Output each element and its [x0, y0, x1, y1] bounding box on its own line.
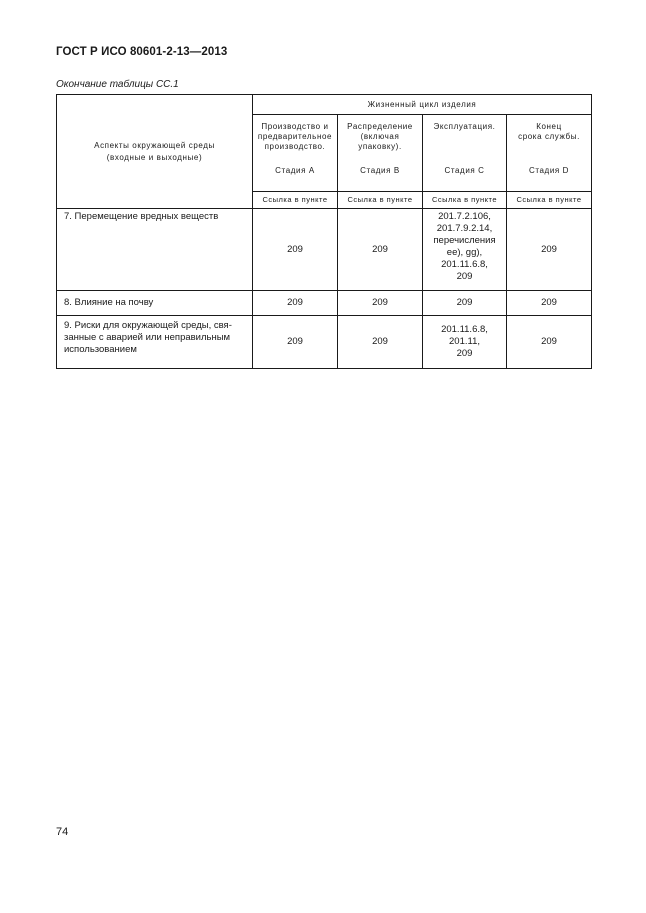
aspect-label-line: использованием	[64, 344, 137, 355]
stage-c-value	[423, 209, 507, 291]
reference-label-cell: Ссылка в пункте	[507, 192, 592, 209]
document-header: ГОСТ Р ИСО 80601-2-13—2013	[56, 46, 228, 58]
reference-line: 209	[456, 348, 473, 359]
stage-d-value: 209	[507, 316, 592, 369]
aspects-header-cell	[57, 95, 253, 209]
reference-line: 209	[456, 271, 473, 282]
stage-a-value: 209	[253, 209, 338, 291]
stage-header-b	[338, 115, 423, 192]
stage-label: Стадия D	[528, 166, 570, 175]
aspect-label-line: 7. Перемещение вредных веществ	[64, 211, 219, 222]
aspect-label-cell	[57, 209, 253, 291]
stage-b-value: 209	[338, 291, 423, 316]
lifecycle-header: Жизненный цикл изделия	[253, 95, 592, 115]
reference-line: перечисления	[433, 235, 496, 246]
aspect-label-line: 9. Риски для окружающей среды, свя-	[64, 320, 232, 331]
stage-a-value: 209	[253, 291, 338, 316]
stage-b-value: 209	[338, 209, 423, 291]
stage-title-line: Распределение	[347, 122, 413, 131]
reference-label-cell: Ссылка в пункте	[253, 192, 338, 209]
stage-a-value: 209	[253, 316, 338, 369]
stage-label: Стадия А	[275, 166, 315, 175]
aspect-label-cell	[57, 316, 253, 369]
reference-line: 201.7.2.106,	[438, 211, 491, 222]
reference-line: 201.11.6.8,	[441, 324, 488, 335]
aspect-label-cell	[57, 291, 253, 316]
stage-title-line: Эксплуатация.	[433, 122, 496, 131]
stage-title-line: предварительное	[257, 132, 333, 141]
stage-label: Стадия С	[444, 166, 485, 175]
aspects-header-line: Аспекты окружающей среды	[94, 140, 215, 150]
stage-b-value: 209	[338, 316, 423, 369]
reference-label-cell: Ссылка в пункте	[423, 192, 507, 209]
reference-line: ее), gg),	[446, 247, 483, 258]
stage-title-line: срока службы.	[518, 132, 580, 141]
stage-d-value: 209	[507, 291, 592, 316]
reference-line: 209	[456, 297, 473, 308]
stage-c-value	[423, 316, 507, 369]
reference-line: 201.7.9.2.14,	[436, 223, 493, 234]
stage-header-d	[507, 115, 592, 192]
stage-title-line: Производство и	[261, 122, 329, 131]
stage-title-line: (включая	[360, 132, 400, 141]
table-row	[57, 316, 592, 369]
aspects-header-line: (входные и выходные)	[106, 152, 203, 162]
aspect-label-line: 8. Влияние на почву	[64, 297, 154, 308]
stage-header-c	[423, 115, 507, 192]
table-row	[57, 209, 592, 291]
environment-aspects-table	[56, 94, 592, 369]
aspect-label-line: занные с аварией или неправильным	[64, 332, 231, 343]
stage-d-value: 209	[507, 209, 592, 291]
stage-title-line: производство.	[264, 142, 326, 151]
table-caption: Окончание таблицы СС.1	[56, 79, 179, 90]
page-number: 74	[56, 826, 69, 838]
stage-title-line: упаковку).	[358, 142, 402, 151]
table-row	[57, 291, 592, 316]
reference-line: 201.11.6.8,	[441, 259, 488, 270]
reference-label-cell: Ссылка в пункте	[338, 192, 423, 209]
reference-line: 201.11,	[449, 336, 480, 347]
stage-label: Стадия В	[360, 166, 400, 175]
stage-header-a	[253, 115, 338, 192]
stage-c-value	[423, 291, 507, 316]
stage-title-line: Конец	[536, 122, 562, 131]
